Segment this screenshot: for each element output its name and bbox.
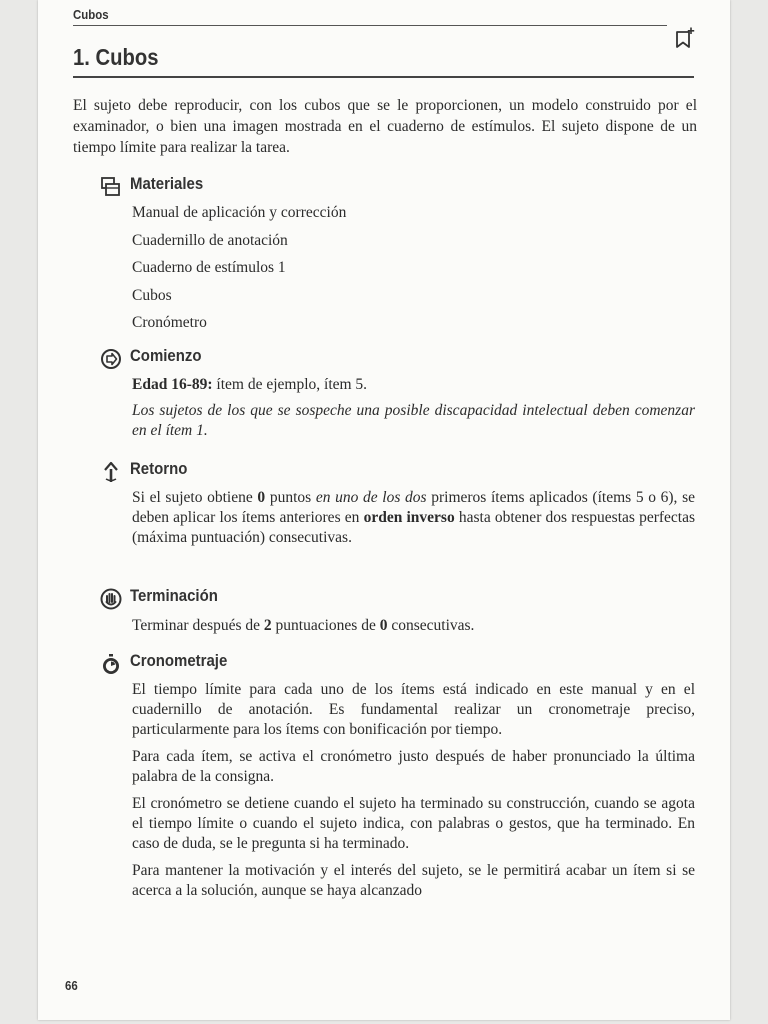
running-header: Cubos xyxy=(73,7,109,22)
paragraph: Para cada ítem, se activa el cronómetro justo después de haber pronunciado la última palabra de la consigna. xyxy=(132,748,695,785)
paragraph: El tiempo límite para cada uno de los ítems está indicado en este manual y en el cuadernillo de anotación. Es fundamental realizar un cronometraje preciso, particularmente para los ítems con bonificación por tiempo. xyxy=(132,681,695,738)
text-run: hasta obtener dos respuestas perfectas (máxima puntuación) consecutivas. xyxy=(132,509,696,546)
text-run: puntuaciones de xyxy=(271,617,380,634)
stopwatch-icon xyxy=(100,653,122,675)
text-run: primeros ítems aplicados (ítems 5 o 6), se deben aplicar los ítems anteriores en xyxy=(132,489,695,526)
bold-run: 2 xyxy=(263,617,272,634)
paragraph: Para mantener la motivación y el interés del sujeto, se le permitirá acabar un ítem si se acerca a la solución, aunque se haya alcanzado xyxy=(132,862,695,899)
intro-paragraph: El sujeto debe reproducir, con los cubos que se le proporcionen, un modelo construido por el examinador, o bien una imagen mostrada en el cuaderno de estímulos. El sujeto dispone de un tiempo límite para realizar la tarea. xyxy=(73,97,697,156)
text-run: consecutivas. xyxy=(387,617,475,634)
bold-run: 0 xyxy=(379,617,388,634)
add-bookmark-icon[interactable] xyxy=(674,26,696,50)
cronometraje-heading: Cronometraje xyxy=(130,651,228,670)
age-text: ítem de ejemplo, ítem 5. xyxy=(212,376,368,393)
terminacion-body xyxy=(132,616,695,643)
page-number: 66 xyxy=(65,978,78,993)
text-run: puntos xyxy=(265,489,316,506)
stop-hand-icon xyxy=(100,588,122,610)
bold-run: 0 xyxy=(257,489,266,506)
paragraph: El cronómetro se detiene cuando el sujeto ha terminado su construcción, cuando se agota el tiempo límite o cuando el sujeto indica, con palabras o gestos, que ha terminado. En caso de duda, se le pregunta si ha terminado. xyxy=(132,795,695,852)
bold-run: orden inverso xyxy=(363,509,455,526)
chapter-title: 1. Cubos xyxy=(73,44,159,70)
comienzo-heading: Comienzo xyxy=(130,346,202,365)
title-rule xyxy=(73,76,694,78)
comienzo-note: Los sujetos de los que se sospeche una posible discapacidad intelectual deben comenzar en el ítem 1. xyxy=(132,402,695,439)
header-rule xyxy=(73,25,667,26)
return-arrow-icon xyxy=(100,461,122,483)
materials-list xyxy=(132,202,695,340)
cronometraje-body xyxy=(132,680,695,908)
materiales-heading: Materiales xyxy=(130,174,204,193)
italic-run: en uno de los dos xyxy=(315,489,427,506)
age-label: Edad 16-89: xyxy=(132,376,213,393)
list-item: Cronómetro xyxy=(132,314,207,331)
start-arrow-icon xyxy=(100,348,122,370)
retorno-body xyxy=(132,488,695,555)
text-run: Terminar después de xyxy=(132,617,264,634)
terminacion-heading: Terminación xyxy=(130,586,218,605)
list-item: Cubos xyxy=(132,286,172,304)
comienzo-body xyxy=(132,375,695,448)
materials-icon xyxy=(100,176,122,198)
retorno-heading: Retorno xyxy=(130,459,188,478)
list-item: Cuaderno de estímulos 1 xyxy=(132,259,286,276)
document-page xyxy=(38,0,730,1020)
list-item: Manual de aplicación y corrección xyxy=(132,204,347,221)
list-item: Cuadernillo de anotación xyxy=(132,231,288,249)
text-run: Si el sujeto obtiene xyxy=(132,489,258,506)
